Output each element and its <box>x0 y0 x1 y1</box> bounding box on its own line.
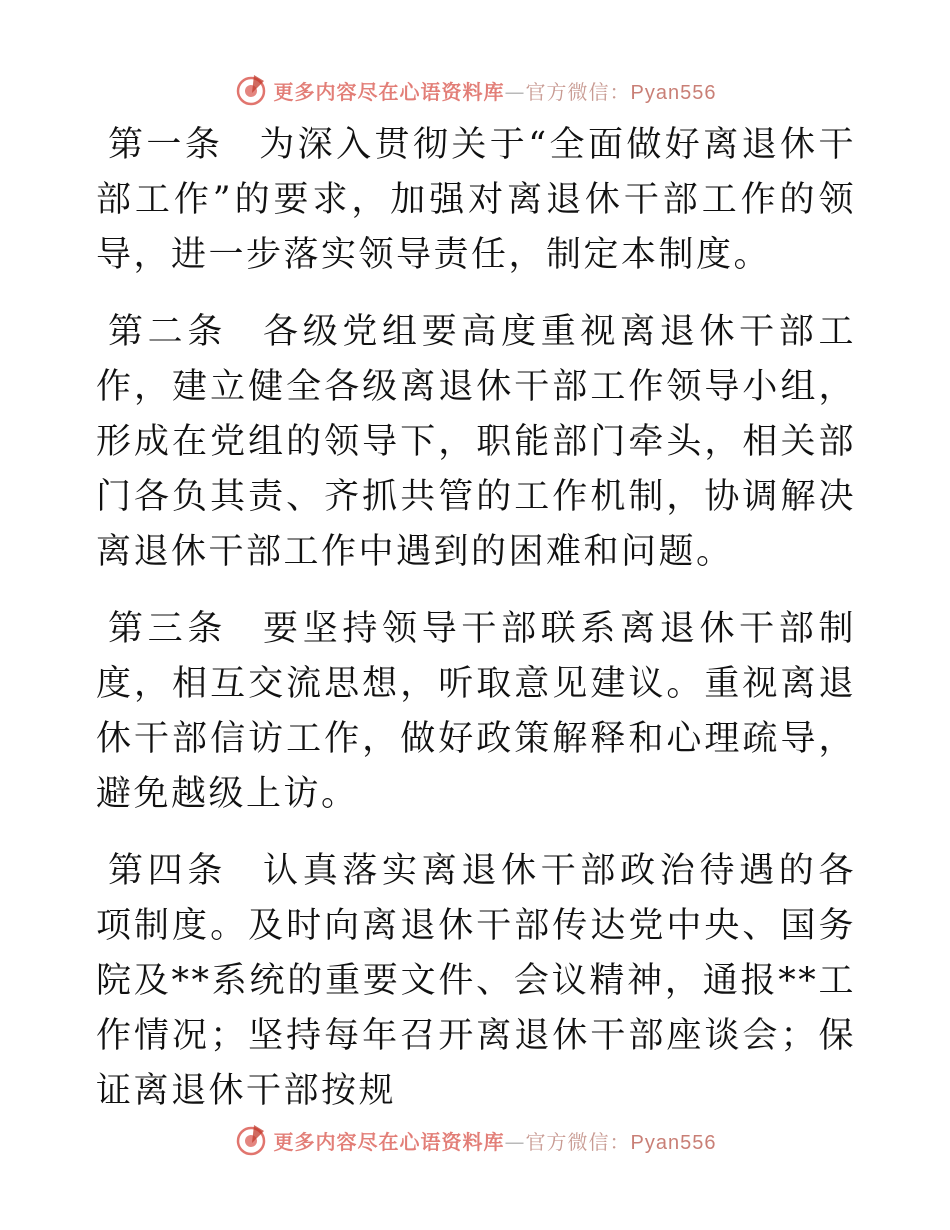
article-number: 第三条 <box>108 609 228 649</box>
watermark-handle: Pyan556 <box>630 81 717 104</box>
quill-logo-icon <box>234 1123 268 1157</box>
article-1 <box>96 118 856 283</box>
watermark-group <box>234 1123 717 1157</box>
watermark-group <box>234 73 717 107</box>
article-number: 第一条 <box>108 125 224 165</box>
article-2 <box>96 305 856 580</box>
watermark-brand: 更多内容尽在心语资料库 <box>273 1129 505 1154</box>
watermark-text <box>274 76 717 105</box>
article-4 <box>96 844 856 1119</box>
article-text: 为深入贯彻关于“全面做好离退休干部工作”的要求，加强对离退休干部工作的领导，进一步落实领导责任，制定本制度。 <box>96 125 856 275</box>
article-text: 要坚持领导干部联系离退休干部制度，相互交流思想，听取意见建议。重视离退休干部信访工作，做好政策解释和心理疏导，避免越级上访。 <box>96 609 856 814</box>
watermark-wechat-label: 官方微信： <box>525 79 631 104</box>
article-text: 认真落实离退休干部政治待遇的各项制度。及时向离退休干部传达党中央、国务院及**系统的重要文件、会议精神，通报**工作情况；坚持每年召开离退休干部座谈会；保证离退休干部按规 <box>96 851 856 1111</box>
watermark-brand: 更多内容尽在心语资料库 <box>273 79 505 104</box>
article-number: 第二条 <box>108 312 228 352</box>
article-text: 各级党组要高度重视离退休干部工作，建立健全各级离退休干部工作领导小组，形成在党组的领导下，职能部门牵头，相关部门各负其责、齐抓共管的工作机制，协调解决离退休干部工作中遇到的困难和问题。 <box>96 312 856 572</box>
watermark-text <box>274 1126 717 1155</box>
article-3 <box>96 602 856 822</box>
footer-watermark <box>0 1120 950 1160</box>
watermark-dash: — <box>504 79 526 104</box>
document-body <box>96 118 856 1141</box>
quill-logo-icon <box>234 73 268 107</box>
watermark-handle: Pyan556 <box>630 1131 717 1154</box>
watermark-dash: — <box>504 1129 526 1154</box>
watermark-wechat-label: 官方微信： <box>525 1129 631 1154</box>
header-watermark <box>0 70 950 110</box>
article-number: 第四条 <box>108 851 228 891</box>
